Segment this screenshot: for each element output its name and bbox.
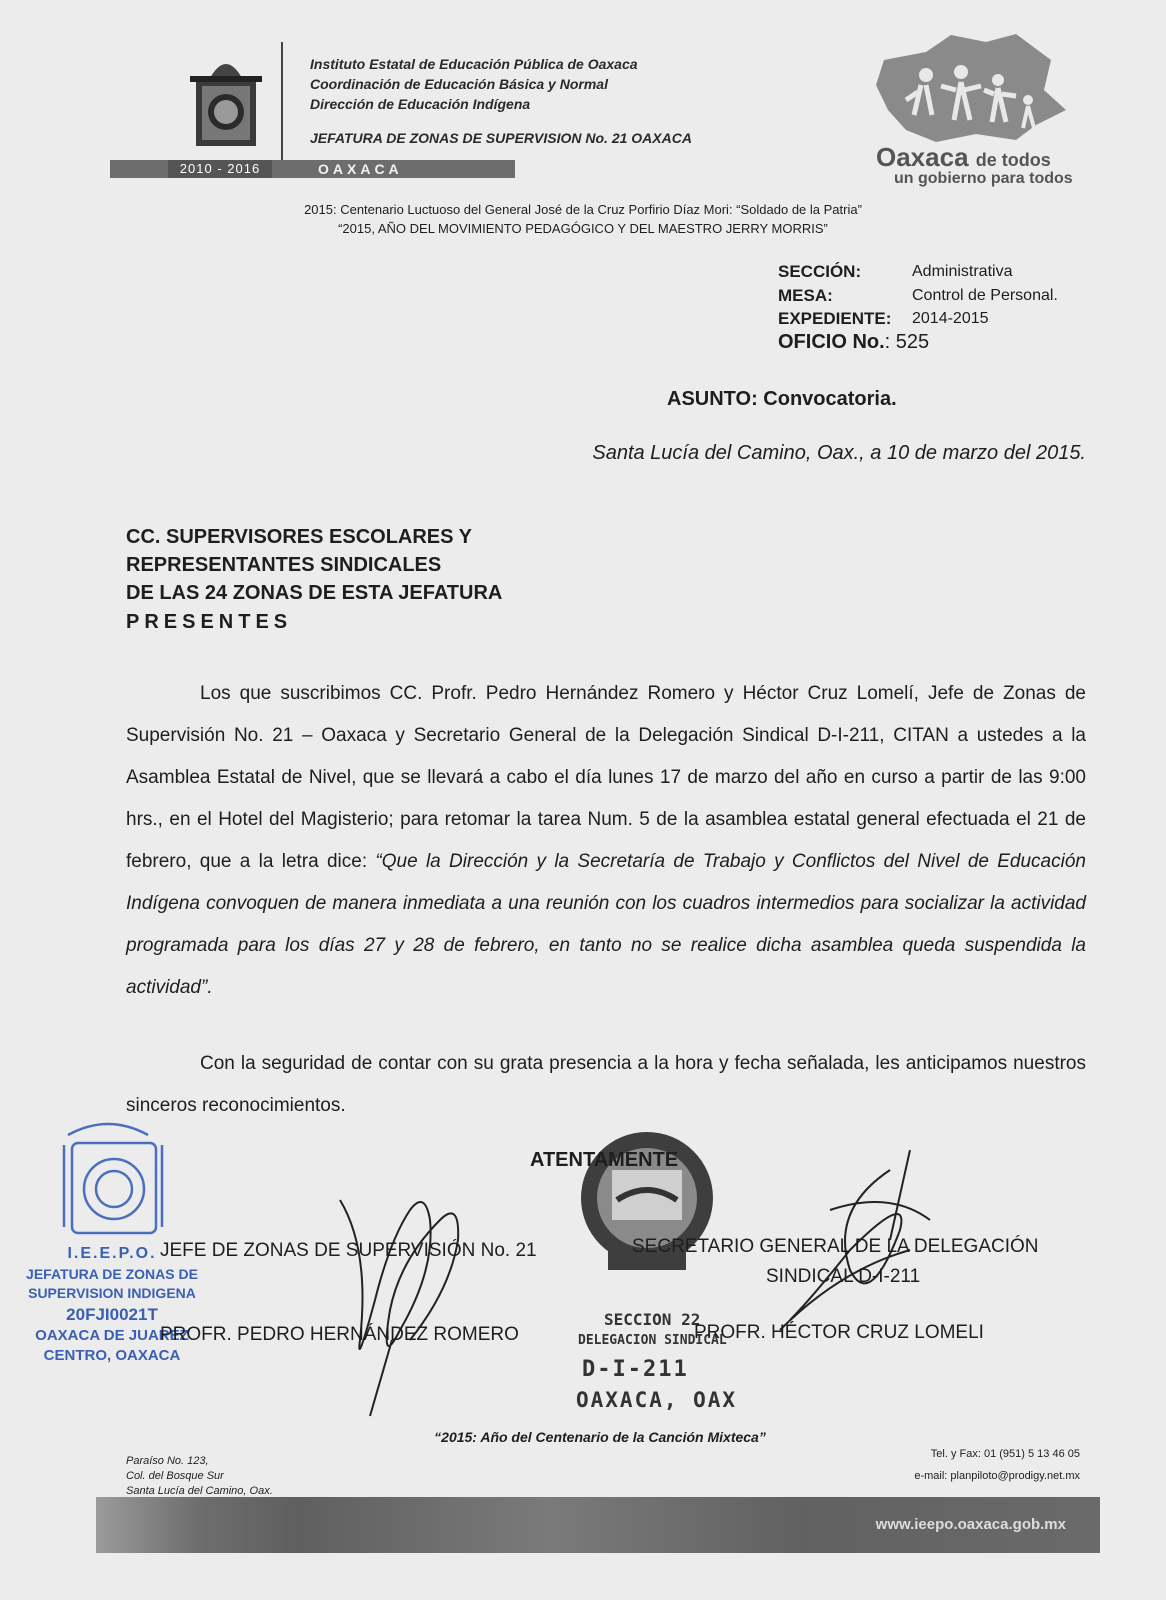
stamp-center-badge: S N T E: [619, 1268, 675, 1282]
stamp-center-line-2: DELEGACION SINDICAL: [578, 1333, 727, 1348]
right-signatory-name: PROFR. HÉCTOR CRUZ LOMELI: [694, 1322, 984, 1343]
mesa-label: MESA:: [778, 286, 833, 305]
stamp-left-line-3: SUPERVISION INDIGENA: [28, 1285, 196, 1301]
years-label: 2010 - 2016: [168, 160, 272, 178]
closing-atentamente: ATENTAMENTE: [530, 1149, 679, 1171]
seccion-value: Administrativa: [912, 263, 1013, 280]
stamp-center-line-4: OAXACA, OAX: [576, 1388, 738, 1412]
signature-left-icon: [330, 1180, 480, 1420]
footer-url: www.ieepo.oaxaca.gob.mx: [875, 1516, 1066, 1533]
body-paragraph-1-text: Los que suscribimos CC. Profr. Pedro Hernández Romero y Héctor Cruz Lomelí, Jefe de Zonas de Supervisión No. 21 – Oaxaca y Secretario General de la Delegación Sindical D-I-211, CITAN a ustedes a la Asamblea Estatal de Nivel, que se llevará a cabo el día lunes 17 de marzo del año en curso a partir de las 9:00 hrs., en el Hotel del Magisterio; para retomar la tarea Num. 5 de la asamblea estatal general efectuada el 21 de febrero, que a la letra dice:: [126, 683, 1086, 872]
footer-motto: “2015: Año del Centenario de la Canción Mixteca”: [434, 1429, 766, 1445]
motto-line-2: “2015, AÑO DEL MOVIMIENTO PEDAGÓGICO Y DEL MAESTRO JERRY MORRIS”: [338, 221, 828, 236]
stamp-center-line-3: D-I-211: [582, 1357, 689, 1382]
institution-line-2: Coordinación de Educación Básica y Normal: [310, 76, 608, 92]
stamp-left-line-6: CENTRO, OAXACA: [43, 1347, 181, 1364]
footer-address-line-1: Paraíso No. 123,: [126, 1455, 209, 1467]
left-signatory-title: JEFE DE ZONAS DE SUPERVISIÓN No. 21: [160, 1240, 537, 1261]
oficio-number: OFICIO No.: 525: [778, 331, 930, 353]
state-coat-of-arms-icon: [188, 50, 264, 150]
body-paragraph-2: [126, 1043, 1086, 1127]
left-signatory-name: PROFR. PEDRO HERNÁNDEZ ROMERO: [160, 1324, 519, 1345]
right-signatory-title-1: SECRETARIO GENERAL DE LA DELEGACIÓN: [632, 1236, 1039, 1257]
institution-line-1: Instituto Estatal de Educación Pública de Oaxaca: [310, 56, 638, 72]
motto-line-1: 2015: Centenario Luctuoso del General José de la Cruz Porfirio Díaz Mori: “Soldado de la Patria”: [304, 202, 862, 217]
place-date: Santa Lucía del Camino, Oax., a 10 de marzo del 2015.: [592, 442, 1086, 464]
addressee-line-1: CC. SUPERVISORES ESCOLARES Y: [126, 526, 473, 548]
institution-line-3: Dirección de Educación Indígena: [310, 96, 531, 112]
footer-address-line-2: Col. del Bosque Sur: [126, 1470, 224, 1482]
body-paragraph-1-quote: “Que la Dirección y la Secretaría de Trabajo y Conflictos del Nivel de Educación Indígena convoquen de manera inmediata a una reunión con los cuadros intermedios para socializar la actividad programada para los días 27 y 28 de febrero, en tanto no se realice dicha asamblea queda suspendida la actividad”.: [126, 851, 1086, 998]
stamp-left-line-2: JEFATURA DE ZONAS DE: [26, 1266, 198, 1282]
footer-address-line-3: Santa Lucía del Camino, Oax.: [126, 1485, 273, 1497]
seccion-label: SECCIÓN:: [778, 262, 862, 281]
gov-logo-title: Oaxaca de todos: [876, 142, 1051, 172]
stamp-left-line-1: I.E.E.P.O.: [67, 1245, 157, 1262]
asunto: ASUNTO: Convocatoria.: [667, 388, 897, 410]
expediente-label: EXPEDIENTE:: [778, 309, 892, 328]
state-band-label: OAXACA: [318, 161, 403, 177]
stamp-center-line-1: SECCION 22: [604, 1310, 701, 1329]
body-paragraph-1: [126, 673, 1086, 1009]
stamp-left-line-5: OAXACA DE JUAREZ: [35, 1327, 189, 1344]
footer-email: e-mail: planpiloto@prodigy.net.mx: [914, 1470, 1080, 1482]
gov-logo-subtitle: un gobierno para todos: [894, 170, 1073, 187]
office-title: JEFATURA DE ZONAS DE SUPERVISION No. 21 OAXACA: [310, 130, 692, 146]
header-divider: [281, 42, 283, 160]
expediente-value: 2014-2015: [912, 310, 989, 327]
mesa-value: Control de Personal.: [912, 287, 1058, 304]
stamp-left-line-4: 20FJI0021T: [66, 1305, 158, 1324]
body-paragraph-2-text: Con la seguridad de contar con su grata presencia a la hora y fecha señalada, les anticipamos nuestros sinceros reconocimientos.: [126, 1053, 1086, 1116]
addressee-line-3: DE LAS 24 ZONAS DE ESTA JEFATURA: [126, 582, 503, 604]
footer-phone: Tel. y Fax: 01 (951) 5 13 46 05: [930, 1448, 1080, 1460]
addressee-line-2: REPRESENTANTES SINDICALES: [126, 554, 442, 576]
presentes: PRESENTES: [126, 611, 293, 633]
right-signatory-title-2: SINDICAL D-I-211: [766, 1266, 921, 1287]
